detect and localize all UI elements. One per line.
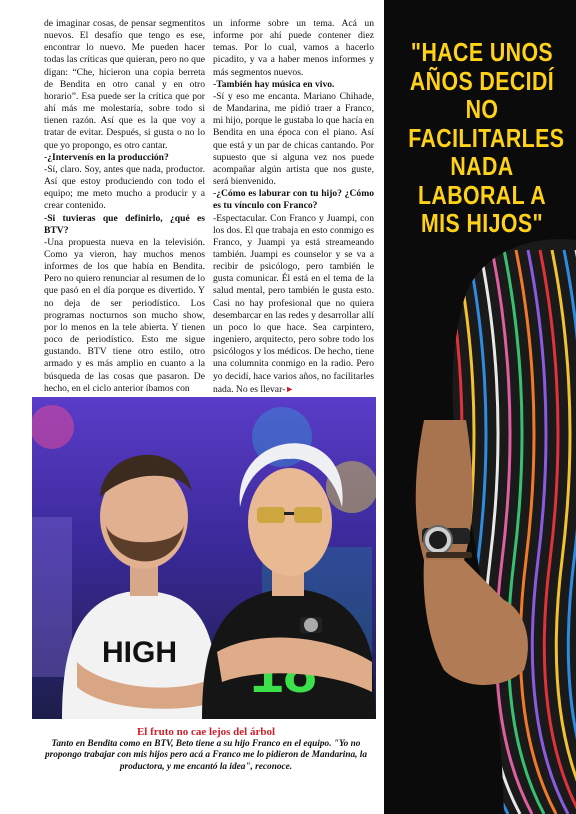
interview-question: -¿Cómo es laburar con tu hijo? ¿Cómo es tu vínculo con Franco? bbox=[213, 188, 374, 212]
article-paragraph: de imaginar cosas, de pensar segmentitos nuevos. El desafío que tengo es ese, encontrar lo nuevo. Me pueden hacer todas las críticas que quieran, pero no que digan: “Che, hicieron una copia berreta de Bendita en otro canal y en otro horario”. Esa puede ser la crítica que por ahí más me molestaría, sobre todo si tienen razón. Así que es la que voy a tratar de evitar. Después, si gusta o no lo que yo propongo, es otro cantar. bbox=[44, 18, 205, 151]
article-column-2 bbox=[213, 18, 374, 396]
caption-title: El fruto no cae lejos del árbol bbox=[136, 726, 276, 738]
pull-quote: "HACE UNOS AÑOS DECIDÍ NO FACILITARLES NADA LABORAL A MIS HIJOS" bbox=[408, 37, 565, 238]
photo-caption bbox=[40, 726, 372, 773]
caption-text: Tanto en Bendita como en BTV, Beto tiene a su hijo Franco en el equipo. "Yo no propongo trabajar con mis hijos pero acá a Franco me lo pidieron de Mandarina, la productora, y me encantó la idea", reconoce. bbox=[44, 739, 368, 772]
article-paragraph: -Una propuesta nueva en la televisión. Como ya vieron, hay muchos menos informes de los que había en Bendita. Pero no quiero renunciar al resumen de lo que pasó en el día porque es divertido. Y no deja de ser periodístico. Los programas nocturnos son mucho show, por lo menos en la tele abierta. Y tienen poco de periodístico. Esto me sigue gustando. BTV tiene otro estilo, otro armado y es más amplio en cuanto a la búsqueda de las cosas que pasaron. De hecho, en el ciclo anterior íbamos con bbox=[44, 236, 205, 394]
article-paragraph: -Sí y eso me encanta. Mariano Chihade, de Mandarina, me pidió traer a Franco, mi hijo, porque le gustaba lo que hacía en Bendita en una época con el piano. Así que está y un par de chicas cantando. Por supuesto que si alguna vez nos puede acompañar algún artista que nos guste, será bienvenido. bbox=[213, 90, 374, 188]
article-column-1 bbox=[44, 18, 205, 395]
interview-question: -También hay música en vivo. bbox=[213, 78, 335, 90]
interview-question: -¿Intervenís en la producción? bbox=[44, 151, 169, 163]
article-paragraph: un informe sobre un tema. Acá un informe por ahí puede contener diez temas. Por lo cual, vamos a hacerlo picadito, y va a haber menos informes y más segmentos nuevos. bbox=[213, 18, 374, 78]
bottom-photo bbox=[32, 397, 376, 719]
father-son-photo bbox=[32, 397, 376, 719]
interview-question: -Si tuvieras que definirlo, ¿qué es BTV? bbox=[44, 212, 205, 236]
shirt-text-left: HIGH bbox=[102, 636, 177, 669]
article-paragraph: -Sí, claro. Soy, antes que nada, productor. Así que estoy produciendo con todo el equipo; me meto mucho a producir y a crear contenido. bbox=[44, 163, 205, 212]
article-paragraph: -Espectacular. Con Franco y Juampi, con los dos. El que trabaja en esto conmigo es Franco, y Juampi ya está streameando también. Juampi es counselor y se va a recibir de psicólogo, pero también le gusta comunicar. Él está en el tema de la salud mental, pero también le gusta esto. Casi no hay profesional que no quiera desembarcar en las redes y desarrollar allí un poco lo que hace. Sea carpintero, ingeniero, arquitecto, pero sobre todo los psicólogos y los médicos. De hecho, tiene una columnita conmigo en la radio. Pero yo decidí, hace varios años, no facilitarles nada. No es llevar-► bbox=[213, 212, 374, 395]
continue-arrow-icon: ► bbox=[285, 383, 295, 394]
